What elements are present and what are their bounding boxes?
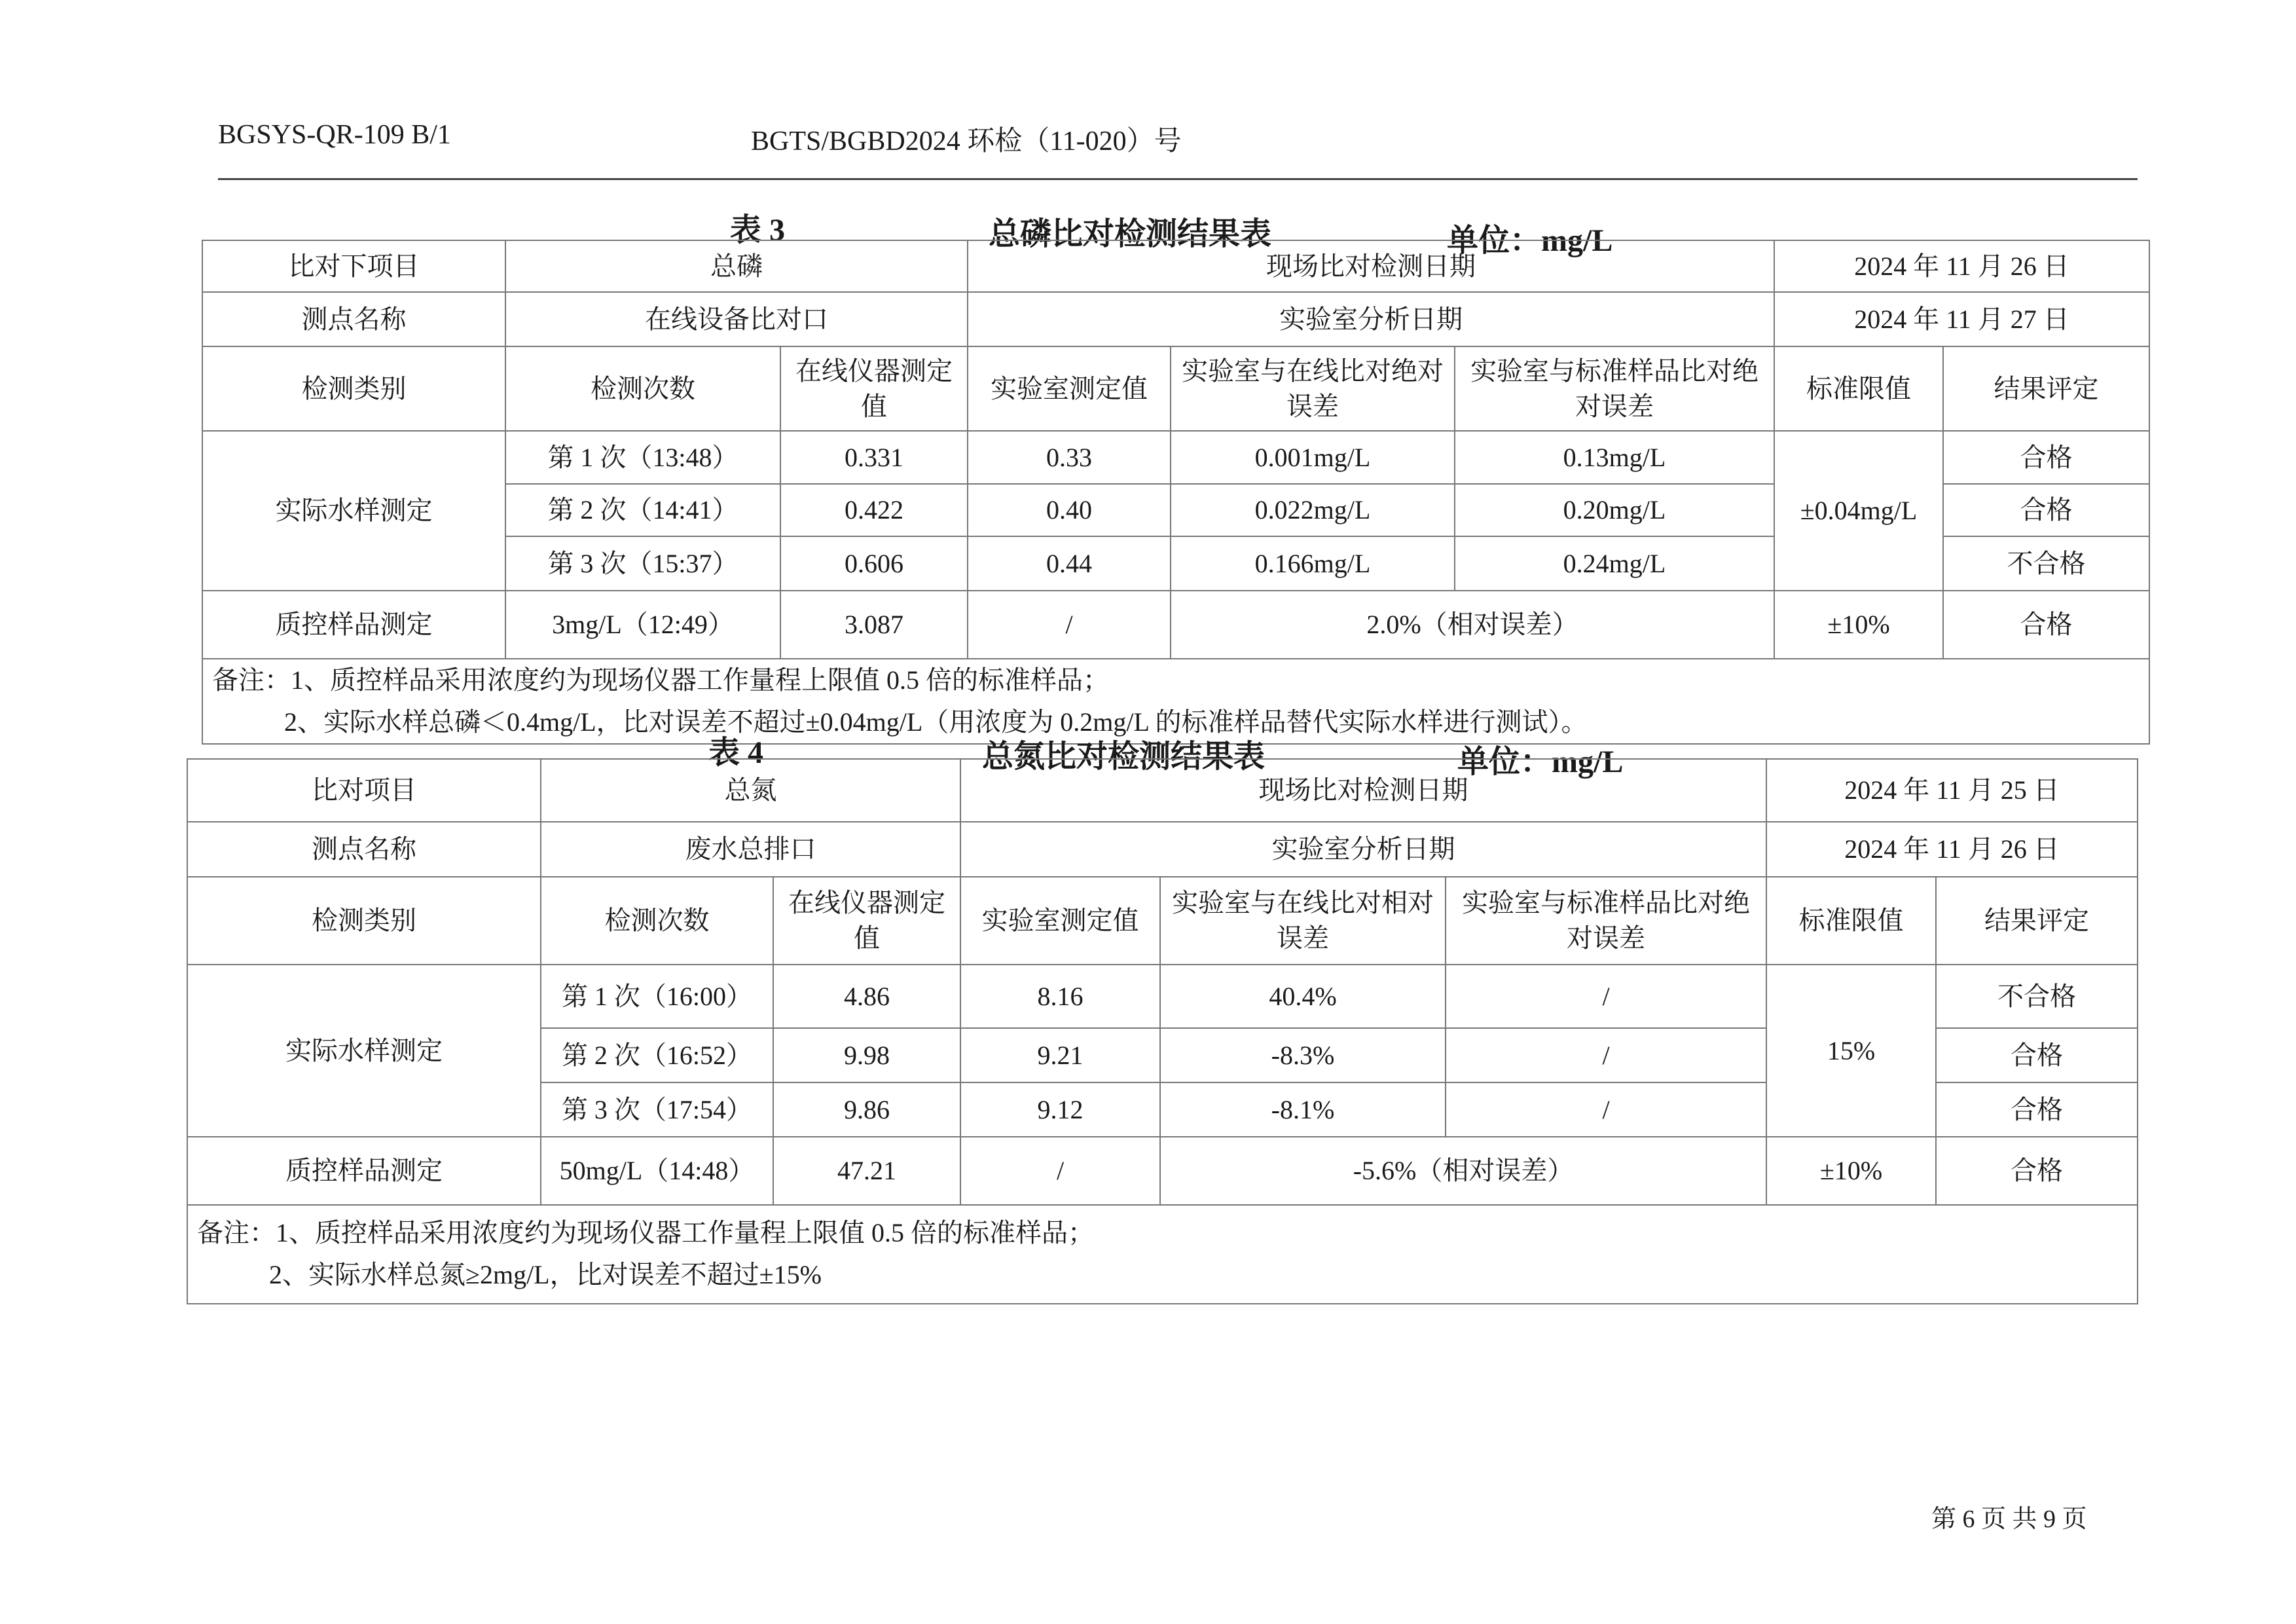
column-header: 实验室与在线比对相对误差	[1160, 877, 1446, 965]
result: 合格	[1936, 1082, 2138, 1137]
qc-row	[202, 591, 2149, 659]
table3-label: 表 3	[730, 213, 786, 248]
run: 第 3 次（17:54）	[541, 1082, 773, 1137]
column-header: 实验室测定值	[968, 346, 1171, 431]
item-label: 比对项目	[187, 759, 541, 822]
lab-value: 0.40	[968, 484, 1171, 536]
qc-result: 合格	[1943, 591, 2149, 659]
report-number: BGTS/BGBD2024 环检（11-020）号	[751, 126, 1182, 157]
error-online: 0.022mg/L	[1171, 484, 1455, 536]
lab-value: 0.33	[968, 431, 1171, 484]
error-online: 0.166mg/L	[1171, 536, 1455, 591]
error-standard: 0.13mg/L	[1455, 431, 1774, 484]
online-value: 0.606	[780, 536, 968, 591]
remark-line: 备注：1、质控样品采用浓度约为现场仪器工作量程上限值 0.5 倍的标准样品；	[197, 1218, 1094, 1247]
error-standard: /	[1446, 1028, 1766, 1082]
table4-label: 表 4	[708, 735, 764, 770]
remark-line: 2、实际水样总氮≥2mg/L，比对误差不超过±15%	[269, 1260, 822, 1289]
column-header: 在线仪器测定值	[773, 877, 960, 965]
qc-online: 47.21	[773, 1137, 960, 1205]
item-label: 比对下项目	[202, 240, 505, 292]
onsite-date: 2024 年 11 月 25 日	[1766, 759, 2138, 822]
qc-run: 3mg/L（12:49）	[505, 591, 780, 659]
error-online: 40.4%	[1160, 965, 1446, 1028]
result: 合格	[1943, 484, 2149, 536]
lab-date-label: 实验室分析日期	[968, 292, 1774, 346]
error-online: -8.1%	[1160, 1082, 1446, 1137]
qc-row	[187, 1137, 2138, 1205]
header-divider	[218, 178, 2138, 180]
qc-run: 50mg/L（14:48）	[541, 1137, 773, 1205]
run: 第 2 次（14:41）	[505, 484, 780, 536]
lab-value: 9.12	[960, 1082, 1160, 1137]
lab-value: 0.44	[968, 536, 1171, 591]
run: 第 3 次（15:37）	[505, 536, 780, 591]
page-number: 第 6 页 共 9 页	[1931, 1505, 2087, 1533]
table3-title: 总磷比对检测结果表	[989, 217, 1272, 251]
column-header: 结果评定	[1936, 877, 2138, 965]
qc-limit: ±10%	[1774, 591, 1943, 659]
point-label: 测点名称	[202, 292, 505, 346]
column-header: 标准限值	[1766, 877, 1936, 965]
error-standard: /	[1446, 1082, 1766, 1137]
point-value: 废水总排口	[541, 822, 960, 877]
error-online: 0.001mg/L	[1171, 431, 1455, 484]
column-header: 实验室测定值	[960, 877, 1160, 965]
sample-limit: 15%	[1766, 965, 1936, 1137]
result: 合格	[1936, 1028, 2138, 1082]
lab-value: 8.16	[960, 965, 1160, 1028]
sample-category: 实际水样测定	[202, 431, 505, 591]
online-value: 4.86	[773, 965, 960, 1028]
error-standard: /	[1446, 965, 1766, 1028]
column-header: 在线仪器测定值	[780, 346, 968, 431]
column-header: 实验室与标准样品比对绝对误差	[1455, 346, 1774, 431]
column-header: 实验室与在线比对绝对误差	[1171, 346, 1455, 431]
qc-error: 2.0%（相对误差）	[1171, 591, 1774, 659]
error-standard: 0.20mg/L	[1455, 484, 1774, 536]
remark-line: 备注：1、质控样品采用浓度约为现场仪器工作量程上限值 0.5 倍的标准样品；	[212, 665, 1109, 695]
online-value: 0.422	[780, 484, 968, 536]
onsite-date-label: 现场比对检测日期	[960, 759, 1766, 822]
table-row	[187, 965, 2138, 1028]
item-value: 总磷	[505, 240, 968, 292]
lab-value: 9.21	[960, 1028, 1160, 1082]
run: 第 1 次（16:00）	[541, 965, 773, 1028]
qc-category: 质控样品测定	[187, 1137, 541, 1205]
qc-online: 3.087	[780, 591, 968, 659]
sample-category: 实际水样测定	[187, 965, 541, 1137]
table-row	[202, 431, 2149, 484]
table3-unit: 单位：mg/L	[1447, 223, 1613, 258]
sample-limit: ±0.04mg/L	[1774, 431, 1943, 591]
result: 不合格	[1936, 965, 2138, 1028]
run: 第 1 次（13:48）	[505, 431, 780, 484]
column-header: 实验室与标准样品比对绝对误差	[1446, 877, 1766, 965]
error-online: -8.3%	[1160, 1028, 1446, 1082]
result: 不合格	[1943, 536, 2149, 591]
column-header: 检测次数	[505, 346, 780, 431]
onsite-date: 2024 年 11 月 26 日	[1774, 240, 2149, 292]
qc-result: 合格	[1936, 1137, 2138, 1205]
column-header: 检测类别	[202, 346, 505, 431]
lab-date-label: 实验室分析日期	[960, 822, 1766, 877]
form-code: BGSYS-QR-109 B/1	[218, 120, 451, 150]
online-value: 9.86	[773, 1082, 960, 1137]
table4	[187, 758, 2138, 1304]
online-value: 0.331	[780, 431, 968, 484]
column-header: 标准限值	[1774, 346, 1943, 431]
lab-date: 2024 年 11 月 26 日	[1766, 822, 2138, 877]
point-value: 在线设备比对口	[505, 292, 968, 346]
qc-category: 质控样品测定	[202, 591, 505, 659]
qc-lab: /	[968, 591, 1171, 659]
column-header: 检测次数	[541, 877, 773, 965]
error-standard: 0.24mg/L	[1455, 536, 1774, 591]
onsite-date-label: 现场比对检测日期	[968, 240, 1774, 292]
column-header: 结果评定	[1943, 346, 2149, 431]
table4-title: 总氮比对检测结果表	[982, 739, 1266, 774]
table3	[202, 240, 2150, 745]
column-header: 检测类别	[187, 877, 541, 965]
remark-line: 2、实际水样总磷＜0.4mg/L，比对误差不超过±0.04mg/L（用浓度为 0.2mg/L 的标准样品替代实际水样进行测试）。	[284, 707, 1588, 737]
lab-date: 2024 年 11 月 27 日	[1774, 292, 2149, 346]
table4-unit: 单位：mg/L	[1457, 745, 1624, 779]
qc-error: -5.6%（相对误差）	[1160, 1137, 1766, 1205]
item-value: 总氮	[541, 759, 960, 822]
run: 第 2 次（16:52）	[541, 1028, 773, 1082]
point-label: 测点名称	[187, 822, 541, 877]
qc-limit: ±10%	[1766, 1137, 1936, 1205]
result: 合格	[1943, 431, 2149, 484]
online-value: 9.98	[773, 1028, 960, 1082]
remarks	[187, 1205, 2138, 1304]
qc-lab: /	[960, 1137, 1160, 1205]
